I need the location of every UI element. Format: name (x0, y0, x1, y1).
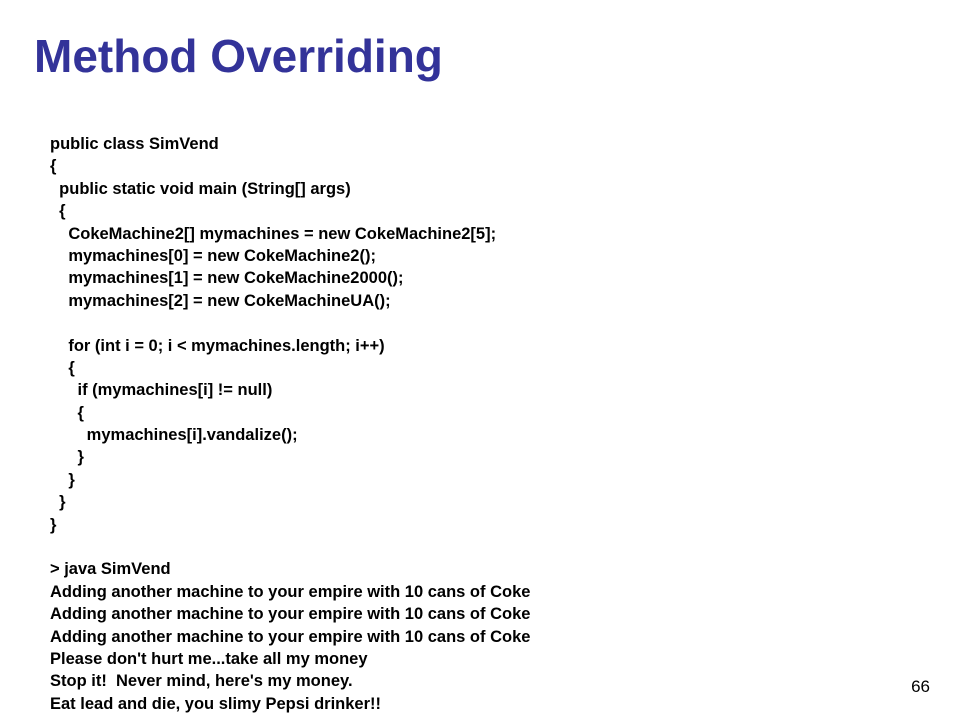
console-output-line: Adding another machine to your empire with 10 cans of Coke (50, 582, 531, 601)
slide-title: Method Overriding (34, 30, 443, 82)
code-line: mymachines[1] = new CokeMachine2000(); (50, 269, 404, 288)
console-output-line: Please don't hurt me...take all my money (50, 649, 368, 668)
code-line: mymachines[0] = new CokeMachine2(); (50, 246, 376, 265)
code-line: } (50, 493, 66, 512)
code-line: } (50, 515, 57, 534)
blank-line (50, 536, 910, 558)
page-number: 66 (911, 677, 930, 696)
code-line: public static void main (String[] args) (50, 179, 351, 198)
code-line: public class SimVend (50, 135, 219, 153)
code-line: mymachines[i].vandalize(); (50, 426, 298, 445)
code-line: mymachines[2] = new CokeMachineUA(); (50, 291, 391, 310)
code-line: if (mymachines[i] != null) (50, 381, 273, 400)
code-line: } (50, 448, 84, 467)
code-line: { (50, 157, 57, 176)
console-command-line: > java SimVend (50, 560, 171, 579)
code-listing (50, 133, 910, 715)
code-line: { (50, 202, 66, 221)
console-output-line: Eat lead and die, you slimy Pepsi drinker!! (50, 694, 382, 713)
code-line: } (50, 470, 75, 489)
console-output-line: Adding another machine to your empire with 10 cans of Coke (50, 627, 531, 646)
code-line: { (50, 358, 75, 377)
code-line: { (50, 403, 84, 422)
code-line: CokeMachine2[] mymachines = new CokeMachine2[5]; (50, 224, 497, 243)
code-line: for (int i = 0; i < mymachines.length; i++) (50, 336, 385, 355)
console-output-line: Adding another machine to your empire with 10 cans of Coke (50, 605, 531, 624)
console-output-line: Stop it! Never mind, here's my money. (50, 672, 353, 691)
blank-line (50, 312, 910, 334)
